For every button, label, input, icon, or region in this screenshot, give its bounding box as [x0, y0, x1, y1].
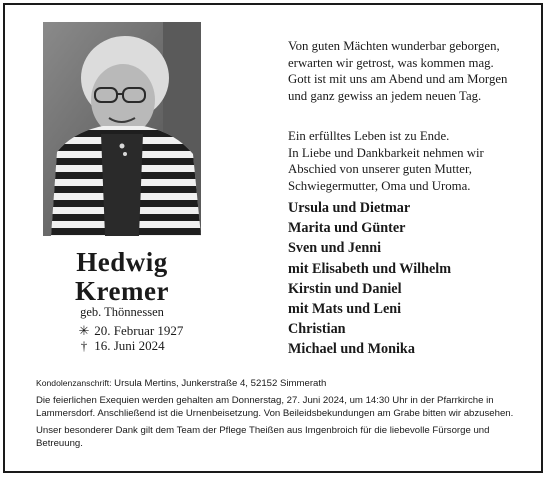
death-date: 16. Juni 2024: [94, 338, 165, 353]
birth-date: 20. Februar 1927: [94, 323, 184, 338]
poem-line: erwarten wir getrost, was kommen mag.: [288, 55, 494, 70]
family-member: mit Elisabeth und Wilhelm: [288, 260, 452, 277]
farewell-line: Ein erfülltes Leben ist zu Ende.: [288, 129, 450, 143]
death-cross-icon: †: [80, 338, 88, 353]
family-member: Ursula und Dietmar: [288, 200, 411, 216]
family-member: Christian: [288, 321, 346, 338]
farewell-text: [288, 128, 484, 194]
death-date-line: [77, 338, 165, 354]
farewell-line: Abschied von unserer guten Mutter,: [288, 162, 472, 176]
condolence-address: Ursula Mertins, Junkerstraße 4, 52152 Simmerath: [114, 378, 327, 389]
obituary-card: [3, 3, 543, 473]
first-name: Hedwig: [76, 247, 168, 277]
birth-name: geb. Thönnessen: [80, 305, 164, 319]
poem-line: Gott ist mit uns am Abend und am Morgen: [288, 72, 508, 86]
farewell-line: Schwiegermutter, Oma und Uroma.: [288, 178, 471, 193]
portrait-photo: [43, 22, 201, 236]
condolence-address-line: [36, 377, 526, 390]
portrait-image: [43, 22, 201, 236]
family-member: Kirstin und Daniel: [288, 280, 402, 297]
family-member: Sven und Jenni: [288, 240, 382, 257]
condolence-label: Kondolenzanschrift:: [36, 378, 112, 388]
farewell-line: In Liebe und Dankbarkeit nehmen wir: [288, 145, 484, 160]
poem-line: und ganz gewiss an jedem neuen Tag.: [288, 88, 482, 103]
poem: [288, 38, 507, 104]
footer-info: [36, 377, 526, 454]
service-info: Die feierlichen Exequien werden gehalten am Donnerstag, 27. Juni 2024, um 14:30 Uhr in der Pfarrkirche in Lammersdorf. Anschließend ist die Urnenbeisetzung. Von Beileidsbekundungen am Grabe bitten wir abzusehen.: [36, 395, 514, 419]
thanks-note: Unser besonderer Dank gilt dem Team der Pflege Theißen aus Imgenbroich für die liebevolle Fürsorge und Betreuung.: [36, 425, 490, 449]
family-list: [288, 198, 451, 360]
family-member: Michael und Monika: [288, 341, 415, 358]
poem-line: Von guten Mächten wunderbar geborgen,: [288, 39, 500, 53]
family-member: mit Mats und Leni: [288, 301, 402, 318]
family-member: Marita und Günter: [288, 220, 406, 237]
birth-date-line: [77, 323, 183, 339]
last-name: Kremer: [75, 276, 169, 306]
birth-star-icon: ✳: [78, 323, 90, 338]
